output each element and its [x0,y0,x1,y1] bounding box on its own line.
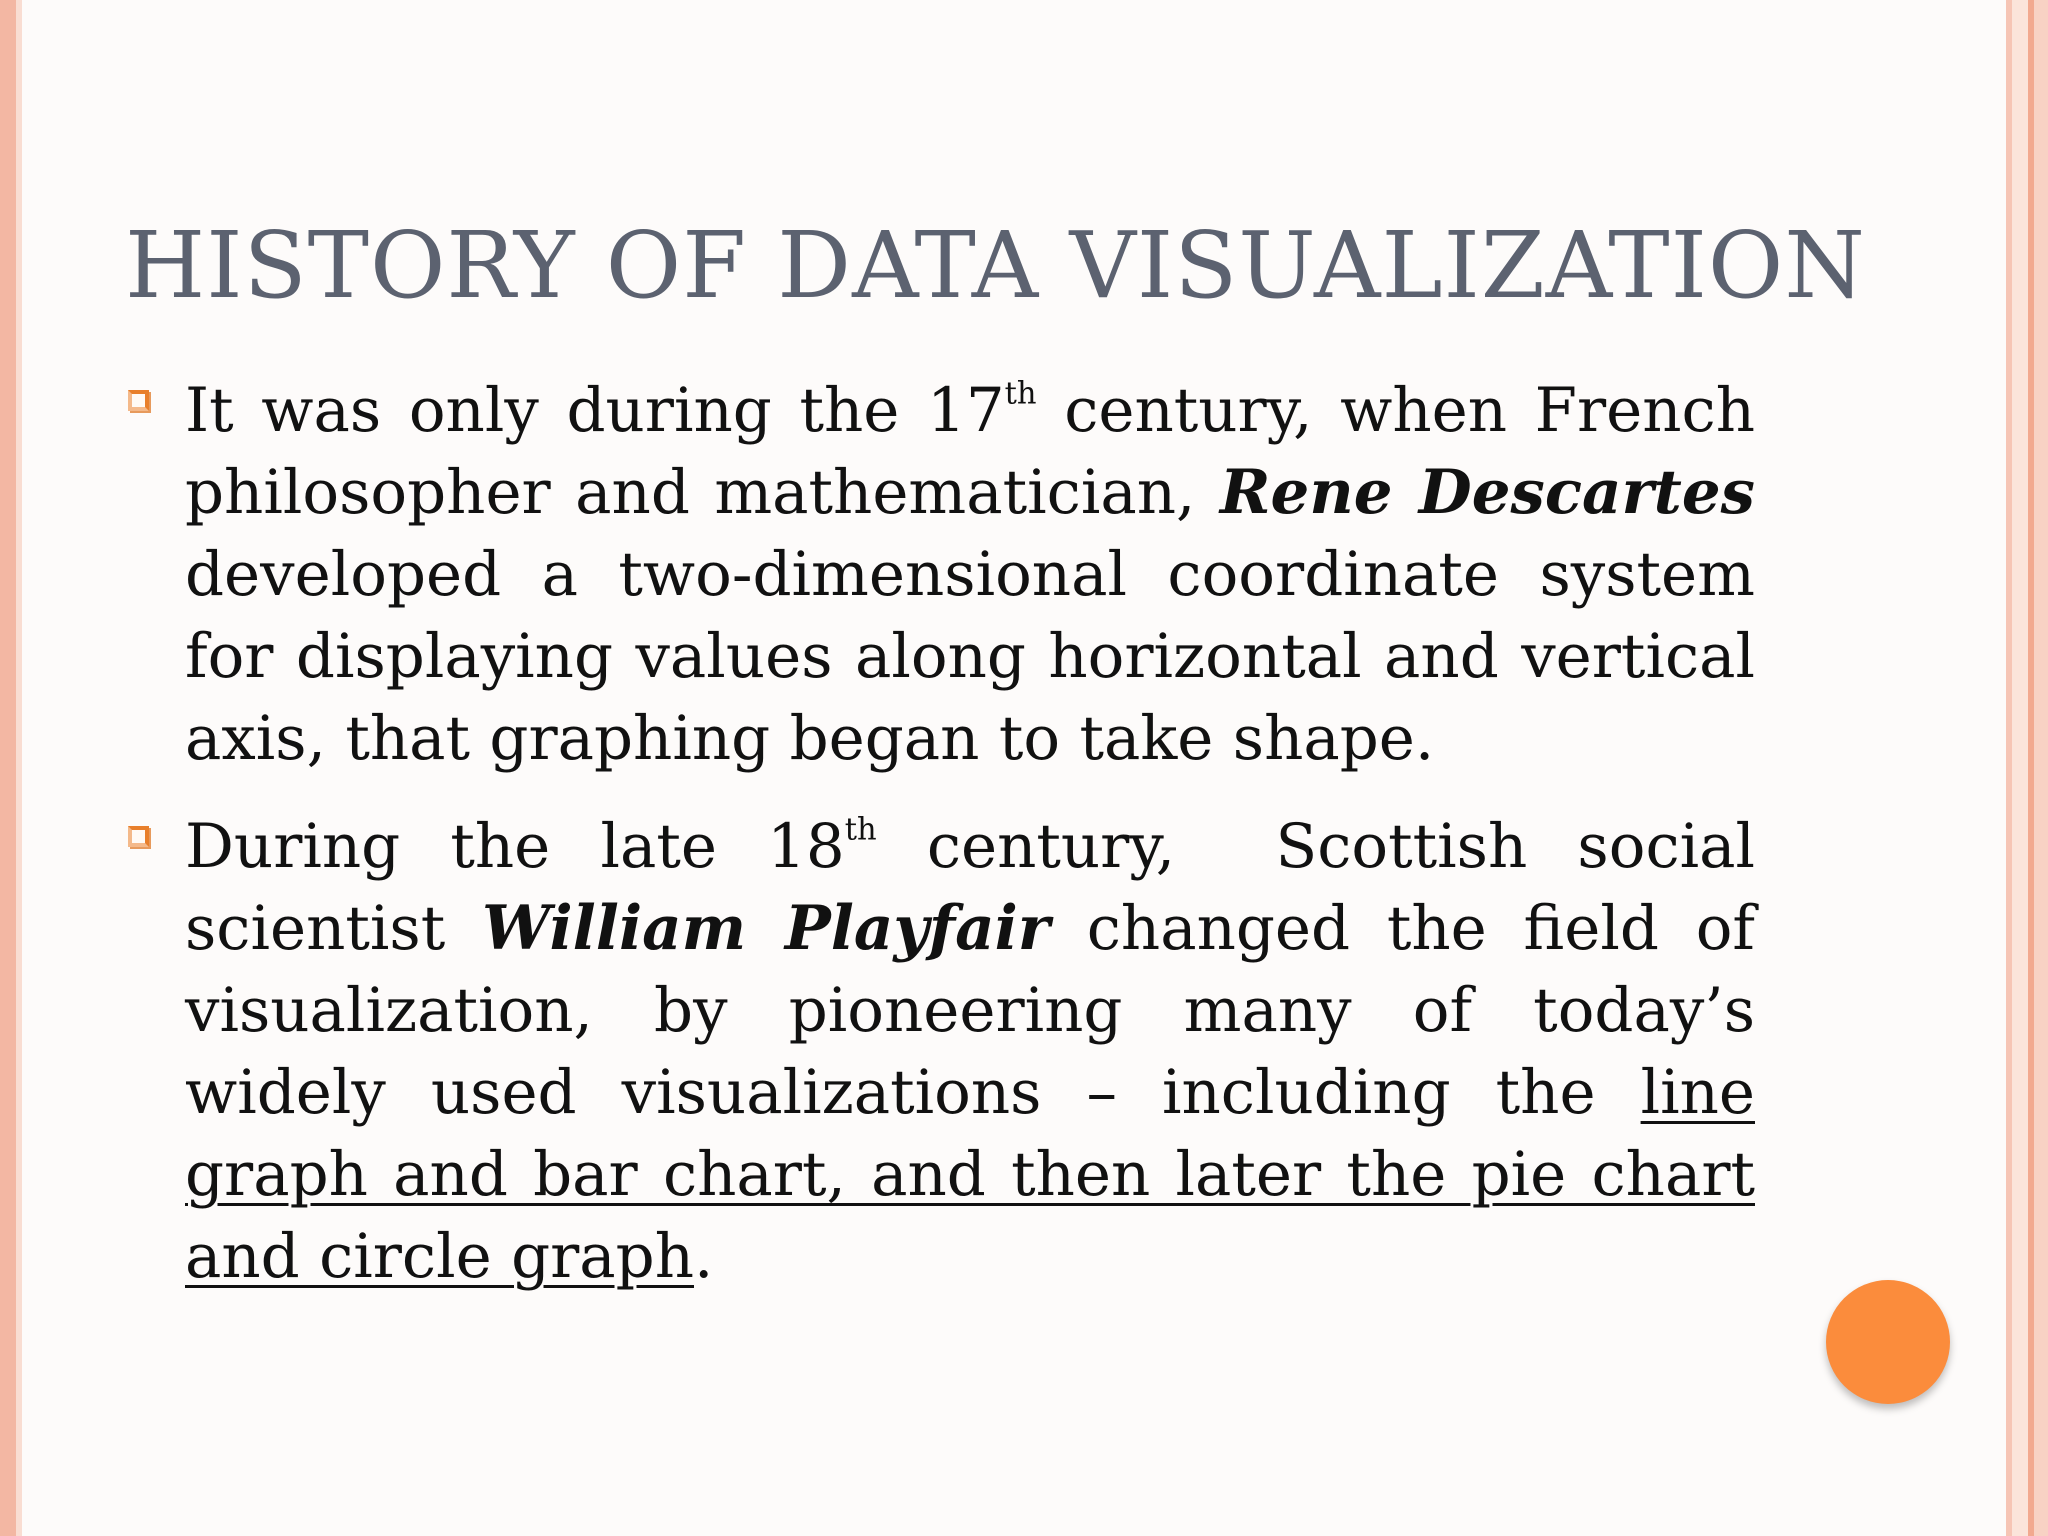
bullet-1-text-3: developed a two-dimensional coordinate system for displaying values along horizontal and vertical axis, that graphing began to take shape. [185,539,1755,774]
square-bullet-icon [128,826,149,847]
slide-body [125,370,1775,1324]
bullet-1-superscript: th [1004,376,1037,412]
bullet-2-name-playfair: William Playfair [482,893,1050,964]
left-border-stripe [0,0,22,1536]
slide-title: HISTORY OF DATA VISUALIZATION [125,212,1866,319]
bullet-1-text-1: It was only during the 17 [185,375,1005,446]
bullet-2-text-4: . [694,1221,714,1292]
bullet-2-text-2: century, Scottish social scientist [185,811,1775,964]
bullet-item-2 [125,806,1775,1298]
bullet-2-text-3: changed the field of visualization, by pioneering many of today’s widely used visualizations – including the [185,893,1755,1128]
bullet-2-superscript: th [844,812,877,848]
square-bullet-icon [128,390,149,411]
bullet-item-1 [125,370,1755,780]
orange-circle-decoration-icon [1826,1280,1950,1404]
bullet-2-underlined-text: line graph and bar chart, and then later the pie chart and circle graph [185,1057,1755,1292]
right-border-stripes [1956,0,2048,1536]
bullet-1-name-descartes: Rene Descartes [1219,457,1755,528]
bullet-2-text-1: During the late 18 [185,811,845,882]
bullet-1-text-2: century, when French philosopher and mathematician, [185,375,1755,528]
